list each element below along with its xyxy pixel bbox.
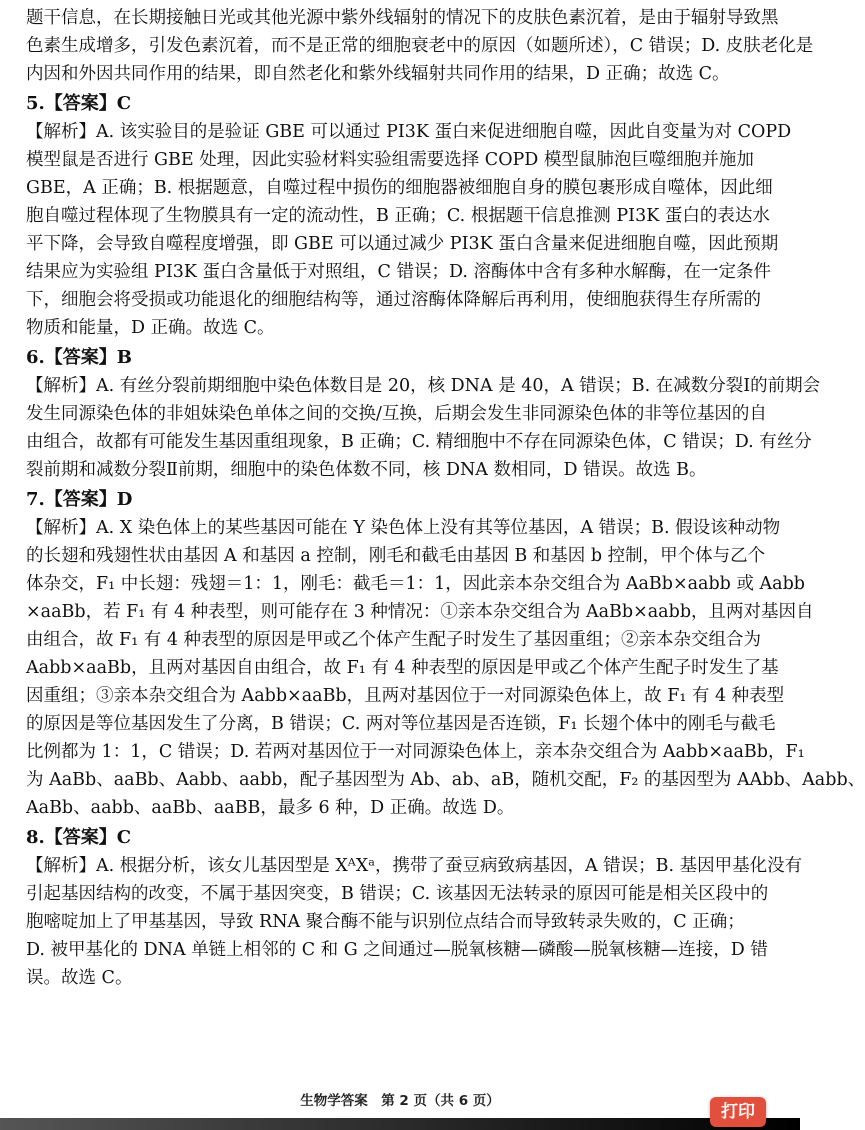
text-line: 下，细胞会将受损或功能退化的细胞结构等，通过溶酶体降解后再利用，使细胞获得生存所需的: [26, 290, 761, 310]
text-line: 的长翅和残翅性状由基因 A 和基因 a 控制，刚毛和截毛由基因 B 和基因 b 控制，甲个体与乙个: [26, 546, 766, 566]
text-line: D. 被甲基化的 DNA 单链上相邻的 C 和 G 之间通过—脱氧核糖—磷酸—脱氧核糖—连接，D 错: [26, 940, 768, 960]
text-line: 发生同源染色体的非姐妹染色单体之间的交换/互换，后期会发生非同源染色体的非等位基因的自: [26, 404, 767, 424]
text-line: 内因和外因共同作用的结果，即自然老化和紫外线辐射共同作用的结果，D 正确；故选 C。: [26, 64, 730, 84]
text-line: 色素生成增多，引发色素沉着，而不是正常的细胞衰老中的原因（如题所述），C 错误；D. 皮肤老化是: [26, 36, 814, 56]
answer-heading-8: 8.【答案】C: [26, 827, 132, 848]
answer-heading-7: 7.【答案】D: [26, 489, 133, 510]
text-line: 因重组；③亲本杂交组合为 Aabb×aaBb，且两对基因位于一对同源染色体上，故 F₁ 有 4 种表型: [26, 686, 785, 706]
text-line: 比例都为 1：1，C 错误；D. 若两对基因位于一对同源染色体上，亲本杂交组合为 Aabb×aaBb，F₁: [26, 742, 805, 762]
explanation-5: 【解析】A. 该实验目的是验证 GBE 可以通过 PI3K 蛋白来促进细胞自噬，因此自变量为对 COPD: [26, 122, 792, 142]
answer-heading-5: 5.【答案】C: [26, 93, 132, 114]
text-line: 由组合，故 F₁ 有 4 种表型的原因是甲或乙个体产生配子时发生了基因重组；②亲本杂交组合为: [26, 630, 762, 650]
text-line: 题干信息，在长期接触日光或其他光源中紫外线辐射的情况下的皮肤色素沉着，是由于辐射导致黑: [26, 8, 779, 28]
bottom-bar: [0, 1118, 800, 1130]
text-line: 误。故选 C。: [26, 968, 133, 988]
text-line: 结果应为实验组 PI3K 蛋白含量低于对照组，C 错误；D. 溶酶体中含有多种水解酶，在一定条件: [26, 262, 772, 282]
print-button[interactable]: 打印: [710, 1097, 766, 1127]
answer-text-body: [26, 4, 865, 992]
text-line: 为 AaBb、aaBb、Aabb、aabb，配子基因型为 Ab、ab、aB，随机交配，F₂ 的基因型为 AAbb、Aabb、: [26, 770, 865, 790]
text-line: 胞自噬过程体现了生物膜具有一定的流动性，B 正确；C. 根据题干信息推测 PI3K 蛋白的表达水: [26, 206, 770, 226]
text-line: 的原因是等位基因发生了分离，B 错误；C. 两对等位基因是否连锁，F₁ 长翅个体中的刚毛与截毛: [26, 714, 776, 734]
text-line: 物质和能量，D 正确。故选 C。: [26, 318, 275, 338]
text-line: 模型鼠是否进行 GBE 处理，因此实验材料实验组需要选择 COPD 模型鼠肺泡巨噬细胞并施加: [26, 150, 754, 170]
text-line: Aabb×aaBb，且两对基因自由组合，故 F₁ 有 4 种表型的原因是甲或乙个体产生配子时发生了基: [26, 658, 779, 678]
page-footer: 生物学答案 第 2 页（共 6 页）: [300, 1093, 500, 1109]
text-line: 体杂交，F₁ 中长翅：残翅＝1：1，刚毛：截毛＝1：1，因此亲本杂交组合为 AaBb×aabb 或 Aabb: [26, 574, 805, 594]
text-line: GBE，A 正确；B. 根据题意，自噬过程中损伤的细胞器被细胞自身的膜包裹形成自噬体，因此细: [26, 178, 773, 198]
explanation-8: 【解析】A. 根据分析，该女儿基因型是 XᴬXᵃ，携带了蚕豆病致病基因，A 错误；B. 基因甲基化没有: [26, 856, 803, 876]
explanation-7: 【解析】A. X 染色体上的某些基因可能在 Y 染色体上没有其等位基因，A 错误；B. 假设该种动物: [26, 518, 781, 538]
text-line: ×aaBb，若 F₁ 有 4 种表型，则可能存在 3 种情况：①亲本杂交组合为 AaBb×aabb，且两对基因自: [26, 602, 814, 622]
explanation-6: 【解析】A. 有丝分裂前期细胞中染色体数目是 20，核 DNA 是 40，A 错误；B. 在减数分裂Ⅰ的前期会: [26, 376, 821, 396]
text-line: AaBb、aabb、aaBb、aaBB，最多 6 种，D 正确。故选 D。: [26, 798, 515, 818]
text-line: 由组合，故都有可能发生基因重组现象，B 正确；C. 精细胞中不存在同源染色体，C 错误；D. 有丝分: [26, 432, 812, 452]
text-line: 引起基因结构的改变，不属于基因突变，B 错误；C. 该基因无法转录的原因可能是相关区段中的: [26, 884, 769, 904]
text-line: 平下降，会导致自噬程度增强，即 GBE 可以通过减少 PI3K 蛋白含量来促进细胞自噬，因此预期: [26, 234, 779, 254]
text-line: 胞嘧啶加上了甲基基因，导致 RNA 聚合酶不能与识别位点结合而导致转录失败的，C 正确；: [26, 912, 745, 932]
text-line: 裂前期和减数分裂Ⅱ前期，细胞中的染色体数不同，核 DNA 数相同，D 错误。故选 B。: [26, 460, 707, 480]
answer-heading-6: 6.【答案】B: [26, 347, 133, 368]
